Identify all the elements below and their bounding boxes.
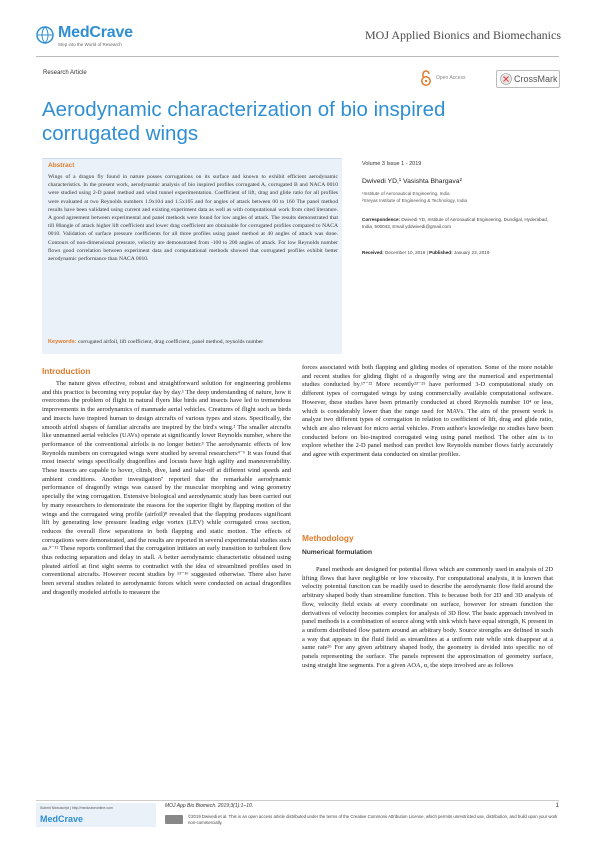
submit-manuscript-link[interactable]: Submit Manuscript | http://medcraveonline.com: [40, 806, 113, 810]
correspondence-text: Dwivedi YD, Institute of Aeronautical Engineering, Dundigal, Hyderabad, India, 500043, Email yddwivedi@gmail.com: [362, 217, 549, 229]
dates: [362, 250, 562, 255]
numerical-formulation-heading: Numerical formulation: [302, 549, 372, 556]
received-label: Received:: [362, 250, 384, 255]
crossmark-label: CrossMark: [514, 74, 558, 84]
correspondence-label: Correspondence:: [362, 217, 401, 222]
date-separator: |: [426, 250, 428, 255]
publisher-logo[interactable]: [36, 24, 166, 52]
abstract-text: Wings of a dragon fly found in nature posses corrugations on its surface and known to exhibit efficient aerodynamic characteristics. In the present work, aerodynamic analysis of bio inspired profiles corrugated A, corrugated B and NACA 0010 were studied using 2-D panel method and wind tunnel experimentation. Coefficient of lift, drag and glide ratio for all profiles were evaluated at two Reynolds numbers 1.9x104 and 1.5x105 and for angles of attack between 00 to 160 The panel method results have been validated using current and existing experiment data as well as with computational work from cited literature. A good agreement between experimental and panel methods were found for low angles of attack. The results demonstrated that till 80angle of attack higher lift coefficient and lower drag coefficient are obtainable for corrugated profiles compared to NACA 0010. Validation of surface pressure coefficients for all three profiles using panel method at 40 angles of attack was done. Contours of non-dimensional pressure, velocity are demonstrated from -100 to 200 angles of attack. For low Reynolds number flows good correlation between experiment data and computational methods showed that corrugated profiles exhibit better aerodynamic performance than NACA 0010.: [48, 174, 338, 263]
methodology-heading: Methodology: [302, 533, 354, 543]
creative-commons-icon: [165, 815, 183, 824]
introduction-heading: Introduction: [42, 366, 91, 376]
footer-divider: [36, 800, 559, 801]
abstract-heading: Abstract: [48, 162, 75, 169]
open-access-label: Open Access: [436, 75, 466, 81]
crossmark-icon: [500, 73, 512, 85]
published-label: Published:: [429, 250, 453, 255]
correspondence: [362, 217, 557, 231]
journal-title: MOJ Applied Bionics and Biomechanics: [365, 28, 561, 42]
article-title: Aerodynamic characterization of bio inspired corrugated wings: [42, 98, 446, 145]
open-lock-icon: [420, 70, 432, 86]
keywords-text: corrugated airfoil, lift coefficient, drag coefficient, panel method, reynolds number: [78, 339, 264, 345]
affiliations: [362, 191, 552, 204]
footer-logo: MedCrave: [40, 814, 84, 824]
affiliation-1: ¹Institute of Aeronautical Engineering, India: [362, 191, 450, 196]
logo-tagline: Step into the World of Research: [58, 42, 122, 47]
introduction-text: The nature gives effective, robust and straightforward solution for engineering problems and this practice is becoming very popular day by day.¹ The deep understanding of nature, how it overcomes the problem of flight in natural flyers like birds and insects have led to tremendous improvements in the aerodynamics of manmade aerial vehicles. Creatures of flight such as birds and insects have inspired human to design aircrafts of various types and sizes. Specifically, the smooth airfoil shapes of familiar aircrafts are inspired by the bird's wing.² The smaller aircrafts like unmanned aerial vehicles (UAVs) operate at significantly lower Reynolds number, where the performance of the conventional airfoils is no longer better.³ The aerodynamic effects of low Reynolds numbers on corrugated wings were studied by several researchers⁴⁻⁶ It was found that most insects' wings specifically dragonflies and locusts have high agility and maneuverability. These insects are capable to hover, climb, dive, land and take-off at different wind speeds and ambient conditions. Another investigation⁷ reported that the remarkable aerodynamic performance of dragonfly wings was caused by the muscular morphing and wing geometry specially the wing corrugation. Extensive biological and aerodynamic study has been carried out by many researchers to demonstrate the reasons for the superior flight by flapping motion of the wings and the corrugated wing profile (airfoil)⁸ revealed that the flapping produces significant lift by generating low pressure leading edge vortex (LEV) while corrugated cross section, reduces the overall flow separations in both flapping and static motion. The effects of corrugations were demonstrated, and the results are reported in several experimental studies such as.⁹⁻¹² These reports confirmed that the corrugation initiates an early transition to turbulent flow thus reducing separation and delay in stall. A better aerodynamic characteristic obtained using pleated airfoil at first sight seems to contradict with the idea of streamlined profiles used in conventional aircrafts. However recent studies by ¹³⁻¹⁶ suggested otherwise. There also have been several studies related to aerodynamic forces which were conducted on actual dragonflies and dragonfly modeled airfoils to measure the: [42, 380, 291, 596]
citation: MOJ App Bio Biomech. 2019;3(1):1–10.: [165, 803, 254, 809]
medcrave-globe-icon: [36, 26, 54, 44]
affiliation-2: ²Sreyas Institute of Engineering & Technology, India: [362, 197, 468, 203]
published-date: January 23, 2019: [453, 250, 490, 255]
crossmark-button[interactable]: [496, 70, 560, 88]
header-divider: [36, 56, 559, 57]
received-date: December 10, 2018: [385, 250, 426, 255]
keywords-label: Keywords:: [48, 339, 77, 345]
authors: Dwivedi YD,¹ Vasishta Bhargava²: [362, 178, 462, 185]
logo-text: MedCrave: [58, 24, 133, 41]
page-number: 1: [555, 803, 559, 809]
introduction-text-continued: forces associated with both flapping and gliding modes of operation. Some of the more notable and recent studies for gliding flight of a dragonfly wing are the numerical and experimental studies conducted by.¹⁷⁻²² More recently²³⁻²⁵ have performed 3-D computational study on different types of corrugated wings by using commercially available computational software. However, these studies have been primarily conducted at chord Reynolds number 10⁴ or less, which is considerably lower than the range used for MAVs. The aim of the present work is analyze two different types of corrugation in relation to coefficient of lift, drag and glide ratio, which are also relevant for micro aerial vehicles. From author's knowledge no studies have been conducted before on bio-inspired corrugated wing using panel method. The other aim is to explore whether the 2-D panel method can predict low Reynolds number flows fairly accurately and agree with experiment data conducted on similar profiles.: [302, 364, 553, 459]
article-type: Research Article: [43, 70, 87, 76]
license-text: ©2019 Dwivedi et al. This is an open access article distributed under the terms of the Creative Commons Attribution License, which permits unrestricted use, distribution, and build upon your work non-commercially.: [188, 814, 558, 825]
volume-issue: Volume 3 Issue 1 - 2019: [362, 161, 422, 167]
numerical-formulation-text: Panel methods are designed for potential flows which are commonly used in analysis of 2D lifting flows that have negligible or low viscosity. For computational analysis, it is known that velocity potential function can be readily used to describe the aerodynamic flow field around the arbitrary shaped body than streamline function. This is because both for 2D and 3D analysis of flow, velocity field exists at every coordinate on surface, however for stream function the derivatives of velocity becomes complex for analysis of 3D flow. The basic approach involved in panel methods is a combination of source along with sink which have equal strength, K present in a uniform distributed flow pattern around an arbitrary body. Source strengths are defined in such a way that appears in the fluid field as streamlines at a uniform rate while sink disappear at a same rate²⁶ For any given arbitrary shaped body, the geometry is divided into specific no of panels representing the surface. The panels represent the approximation of geometry surface, using straight line segments. For a given AOA, α, the steps involved are as follows: [302, 566, 553, 669]
keywords: [48, 339, 338, 347]
submit-manuscript-box[interactable]: [36, 803, 156, 827]
